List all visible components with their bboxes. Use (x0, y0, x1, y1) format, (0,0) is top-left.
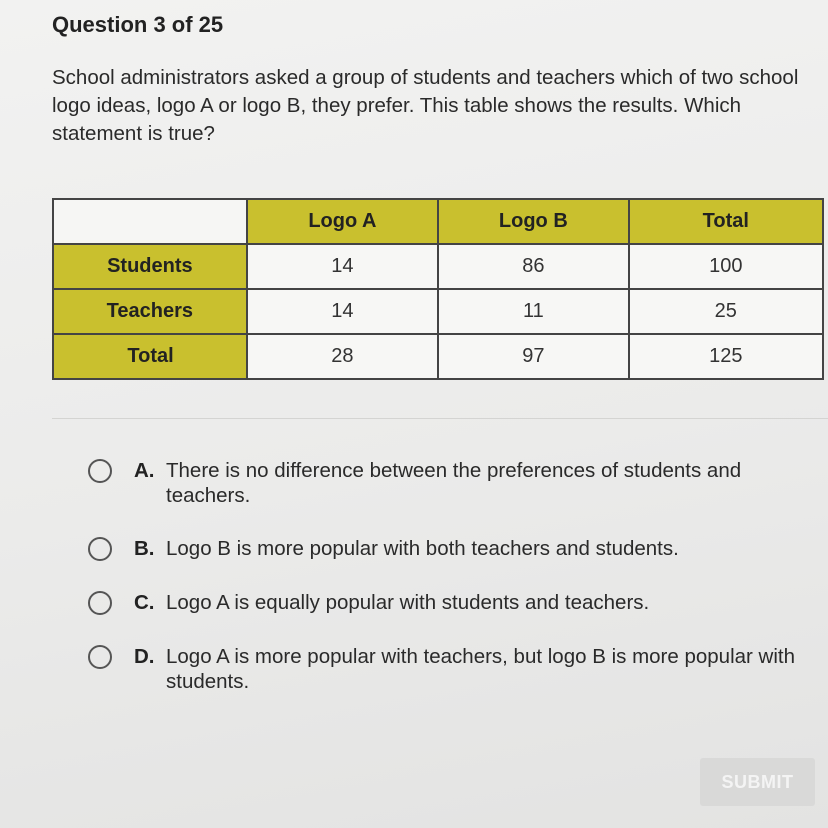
table-corner-cell (53, 199, 247, 244)
results-table (52, 198, 824, 380)
question-prompt (52, 64, 822, 148)
table-header-row (53, 199, 823, 244)
row-label-total: Total (53, 334, 247, 379)
prompt-text: School administrators asked a group of students and teachers which of two school logo ideas, logo A or logo B, they prefer. This table shows the results. Which statement is true? (52, 66, 799, 145)
option-letter: A. (134, 459, 155, 482)
option-letter: C. (134, 591, 155, 614)
radio-button-icon[interactable] (88, 591, 112, 615)
radio-button-icon[interactable] (88, 459, 112, 483)
table-cell: 97 (438, 334, 628, 379)
table-row (53, 289, 823, 334)
table-cell: 14 (247, 244, 438, 289)
option-letter: B. (134, 537, 155, 560)
column-header-logo-a: Logo A (247, 199, 438, 244)
column-header-logo-b: Logo B (438, 199, 628, 244)
answer-option-b[interactable] (88, 536, 808, 561)
table-cell: 25 (629, 289, 823, 334)
row-label-students: Students (53, 244, 247, 289)
table-cell: 100 (629, 244, 823, 289)
option-text: Logo A is equally popular with students and teachers. (166, 591, 650, 614)
option-letter: D. (134, 645, 155, 668)
option-text: Logo A is more popular with teachers, but logo B is more popular with students. (166, 645, 796, 693)
table-cell: 11 (438, 289, 628, 334)
radio-button-icon[interactable] (88, 537, 112, 561)
table-cell: 86 (438, 244, 628, 289)
answer-options (88, 458, 808, 694)
option-text: There is no difference between the preferences of students and teachers. (166, 459, 742, 507)
table-row (53, 244, 823, 289)
table-row (53, 334, 823, 379)
table-cell: 125 (629, 334, 823, 379)
answer-option-c[interactable] (88, 590, 808, 615)
table-cell: 14 (247, 289, 438, 334)
question-counter: Question 3 of 25 (52, 12, 224, 37)
column-header-total: Total (629, 199, 823, 244)
row-label-teachers: Teachers (53, 289, 247, 334)
answer-option-d[interactable] (88, 644, 808, 694)
section-divider (52, 418, 828, 419)
radio-button-icon[interactable] (88, 645, 112, 669)
table-cell: 28 (247, 334, 438, 379)
submit-button[interactable]: SUBMIT (700, 758, 815, 806)
option-text: Logo B is more popular with both teachers and students. (166, 537, 679, 560)
answer-option-a[interactable] (88, 458, 808, 508)
